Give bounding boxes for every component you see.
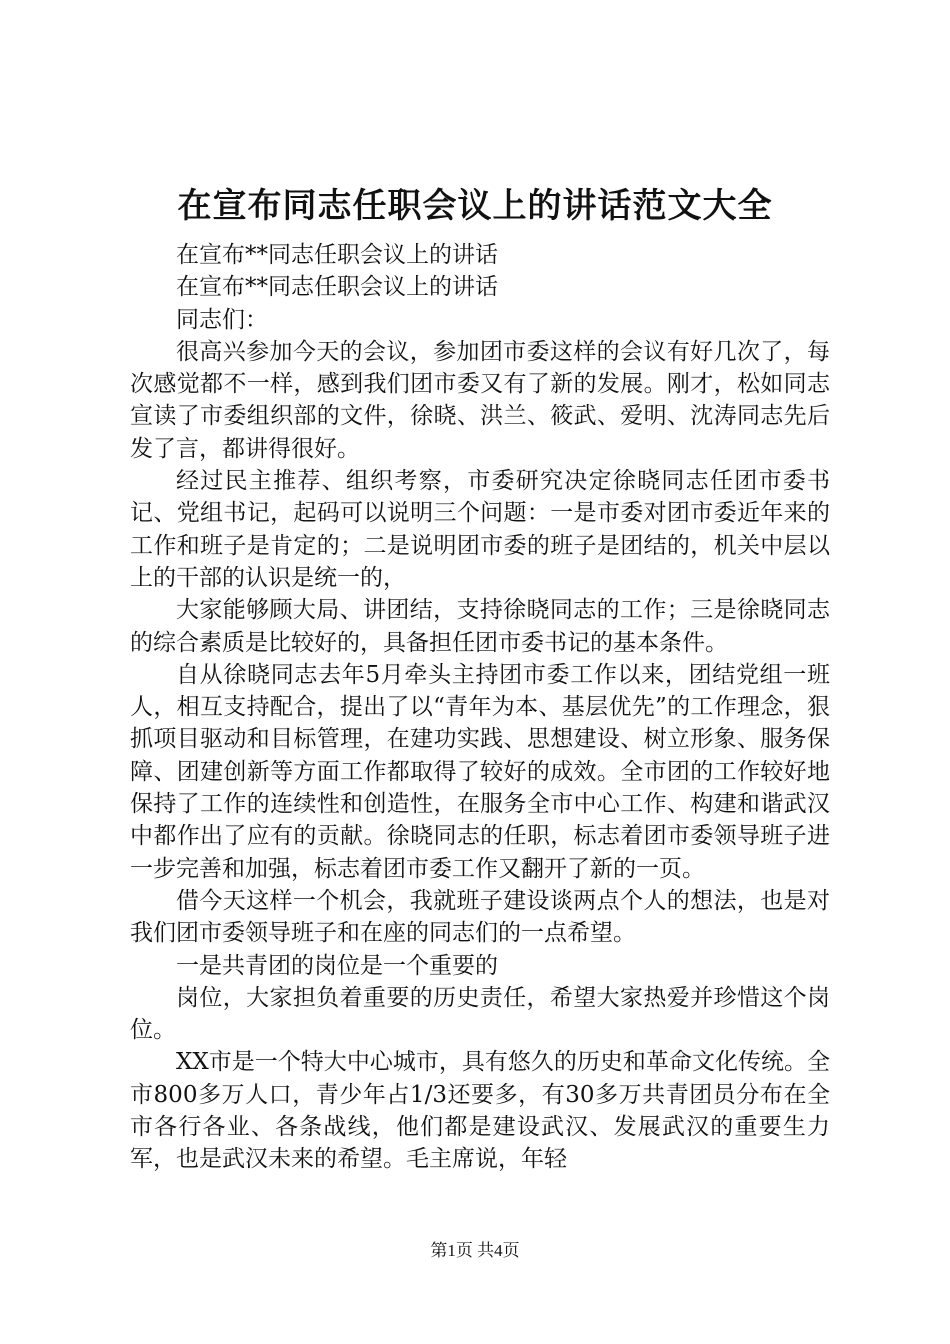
subtitle-line: 在宣布**同志任职会议上的讲话 — [176, 242, 498, 268]
document-body — [130, 239, 830, 1176]
body-paragraph: XX市是一个特大中心城市，具有悠久的历史和革命文化传统。全市800多万人口，青少年占1/3还要多，有30多万共青团员分布在全市各行各业、各条战线，他们都是建设武汉、发展武汉的重要生力军，也是武汉未来的希望。毛主席说，年轻 — [130, 1049, 830, 1173]
body-paragraph: 岗位，大家担负着重要的历史责任，希望大家热爱并珍惜这个岗位。 — [130, 984, 830, 1044]
body-paragraph: 自从徐晓同志去年5月牵头主持团市委工作以来，团结党组一班人，相互支持配合，提出了以“青年为本、基层优先”的工作理念，狠抓项目驱动和目标管理，在建功实践、思想建设、树立形象、服务保障、团建创新等方面工作都取得了较好的成效。全市团的工作较好地保持了工作的连续性和创造性，在服务全市中心工作、构建和谐武汉中都作出了应有的贡献。徐晓同志的任职，标志着团市委领导班子进一步完善和加强，标志着团市委工作又翻开了新的一页。 — [130, 661, 830, 882]
body-paragraph: 经过民主推荐、组织考察，市委研究决定徐晓同志任团市委书记、党组书记，起码可以说明三个问题：一是市委对团市委近年来的工作和班子是肯定的；二是说明团市委的班子是团结的，机关中层以上的干部的认识是统一的， — [130, 468, 830, 591]
subtitle-line: 在宣布**同志任职会议上的讲话 — [176, 274, 498, 301]
body-paragraph: 很高兴参加今天的会议，参加团市委这样的会议有好几次了，每次感觉都不一样，感到我们团市委又有了新的发展。刚才，松如同志宣读了市委组织部的文件，徐晓、洪兰、筱武、爱明、沈涛同志先后发了言，都讲得很好。 — [130, 338, 830, 462]
salutation: 同志们： — [176, 306, 268, 333]
page-number-footer: 第1页 共4页 — [430, 1241, 520, 1260]
body-paragraph: 借今天这样一个机会，我就班子建设谈两点个人的想法，也是对我们团市委领导班子和在座的同志们的一点希望。 — [130, 887, 830, 947]
body-paragraph: 一是共青团的岗位是一个重要的 — [176, 952, 498, 979]
body-paragraph: 大家能够顾大局、讲团结，支持徐晓同志的工作；三是徐晓同志的综合素质是比较好的，具备担任团市委书记的基本条件。 — [130, 597, 830, 656]
document-title: 在宣布同志任职会议上的讲话范文大全 — [177, 186, 773, 226]
